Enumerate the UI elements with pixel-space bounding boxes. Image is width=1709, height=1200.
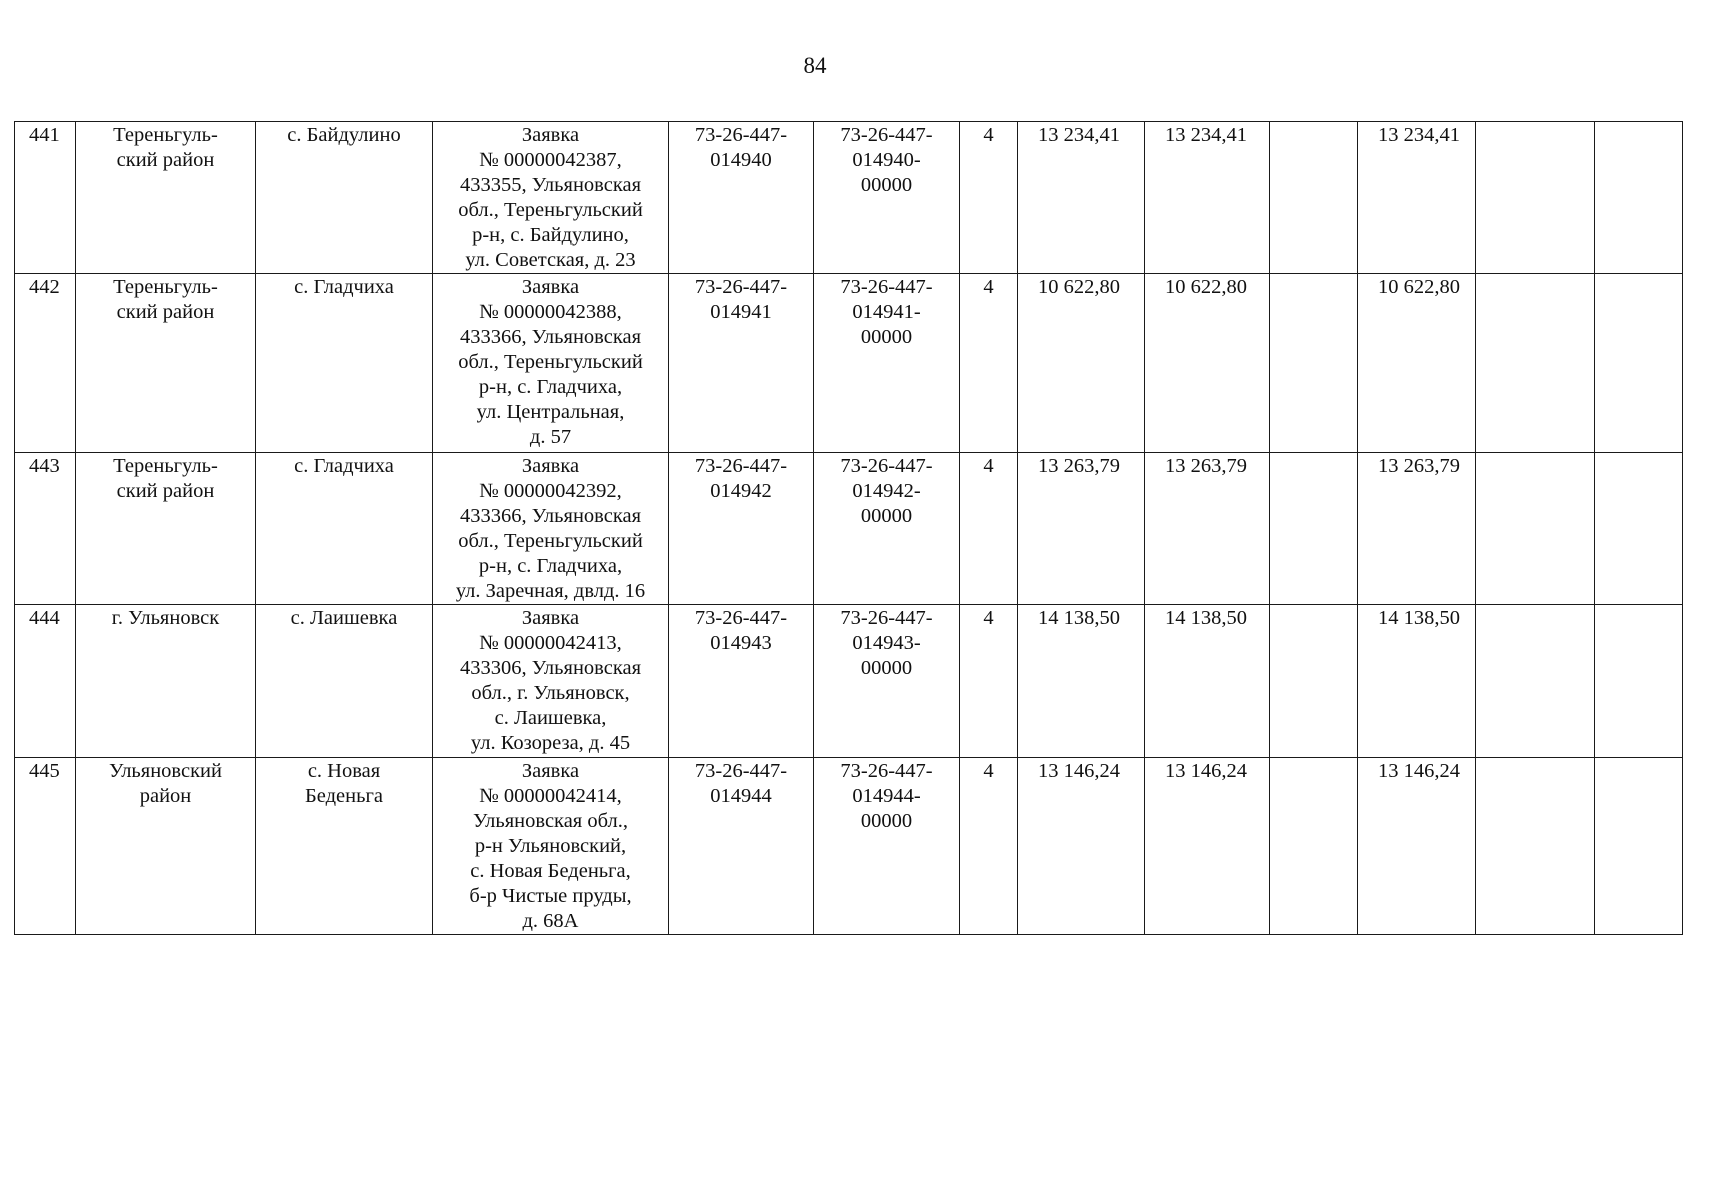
district-line: ский район: [116, 301, 215, 323]
locality-cell: [256, 122, 433, 274]
request-line: обл., Тереньгульский: [458, 351, 643, 373]
empty-cell: [1476, 605, 1595, 758]
locality-cell: [256, 453, 433, 605]
code2-cell: [814, 758, 960, 935]
empty-cell: [1476, 122, 1595, 274]
code1-line: 73-26-447-: [694, 760, 788, 782]
request-line: р-н Ульяновский,: [474, 835, 627, 857]
request-line: № 00000042413,: [479, 632, 622, 654]
amount3-cell: [1270, 758, 1358, 935]
district-line: район: [139, 785, 192, 807]
district-line: Тереньгуль-: [113, 124, 218, 146]
request-cell: [433, 605, 669, 758]
request-line: ул. Козореза, д. 45: [470, 732, 631, 754]
code1-line: 73-26-447-: [694, 276, 788, 298]
request-line: № 00000042388,: [479, 301, 622, 323]
code1-line: 014944: [710, 785, 772, 807]
request-line: 433306, Ульяновская: [459, 657, 642, 679]
district-cell: [76, 453, 256, 605]
district-line: Тереньгуль-: [113, 455, 218, 477]
district-line: г. Ульяновск: [111, 607, 220, 629]
amount1-cell: 10 622,80: [1018, 274, 1145, 453]
table-row: [15, 274, 1683, 453]
amount2-cell: 13 234,41: [1145, 122, 1270, 274]
count-cell: 4: [960, 122, 1018, 274]
amount2-cell: 14 138,50: [1145, 605, 1270, 758]
request-line: 433366, Ульяновская: [459, 505, 642, 527]
district-line: ский район: [116, 480, 215, 502]
code2-line: 00000: [860, 810, 913, 832]
row-number: 445: [15, 758, 76, 935]
amount1-cell: 14 138,50: [1018, 605, 1145, 758]
district-line: Тереньгуль-: [113, 276, 218, 298]
amount4-cell: 13 234,41: [1358, 122, 1476, 274]
request-cell: [433, 758, 669, 935]
empty-cell: [1476, 274, 1595, 453]
locality-line: с. Байдулино: [287, 124, 401, 146]
code1-cell: [669, 122, 814, 274]
code1-cell: [669, 605, 814, 758]
amount3-cell: [1270, 274, 1358, 453]
empty-cell: [1595, 453, 1683, 605]
code2-line: 73-26-447-: [840, 276, 933, 298]
code1-line: 014941: [710, 301, 772, 323]
code2-line: 00000: [860, 505, 913, 527]
request-line: Заявка: [521, 760, 580, 782]
locality-line: с. Гладчиха: [294, 276, 394, 298]
request-line: д. 68А: [522, 910, 579, 932]
code1-line: 73-26-447-: [694, 607, 788, 629]
table-row: [15, 605, 1683, 758]
locality-line: с. Гладчиха: [294, 455, 394, 477]
locality-line: с. Лаишевка: [290, 607, 398, 629]
amount4-cell: 13 146,24: [1358, 758, 1476, 935]
amount3-cell: [1270, 122, 1358, 274]
district-line: ский район: [116, 149, 215, 171]
request-line: с. Лаишевка,: [494, 707, 607, 729]
request-line: обл., Тереньгульский: [458, 530, 643, 552]
request-line: Заявка: [521, 455, 580, 477]
row-number: 441: [15, 122, 76, 274]
district-cell: [76, 758, 256, 935]
locality-cell: [256, 274, 433, 453]
request-line: Заявка: [521, 607, 580, 629]
district-cell: [76, 605, 256, 758]
amount1-cell: 13 263,79: [1018, 453, 1145, 605]
empty-cell: [1595, 122, 1683, 274]
request-line: Заявка: [521, 276, 580, 298]
count-cell: 4: [960, 274, 1018, 453]
code1-line: 014942: [710, 480, 772, 502]
empty-cell: [1595, 758, 1683, 935]
amount3-cell: [1270, 453, 1358, 605]
code2-line: 014942-: [852, 480, 921, 502]
code2-cell: [814, 274, 960, 453]
request-line: р-н, с. Гладчиха,: [478, 555, 623, 577]
code2-line: 00000: [860, 326, 913, 348]
code2-cell: [814, 453, 960, 605]
locality-cell: [256, 605, 433, 758]
code2-line: 73-26-447-: [840, 760, 933, 782]
empty-cell: [1595, 605, 1683, 758]
request-line: ул. Советская, д. 23: [465, 249, 636, 271]
code1-line: 73-26-447-: [694, 455, 788, 477]
code2-line: 73-26-447-: [840, 607, 933, 629]
request-cell: [433, 274, 669, 453]
code1-cell: [669, 758, 814, 935]
request-line: № 00000042387,: [479, 149, 622, 171]
table-row: [15, 122, 1683, 274]
request-line: Заявка: [521, 124, 580, 146]
locality-line: с. Новая: [307, 760, 381, 782]
amount2-cell: 10 622,80: [1145, 274, 1270, 453]
amount4-cell: 13 263,79: [1358, 453, 1476, 605]
amount4-cell: 14 138,50: [1358, 605, 1476, 758]
code2-line: 73-26-447-: [840, 455, 933, 477]
code1-line: 73-26-447-: [694, 124, 788, 146]
code2-cell: [814, 122, 960, 274]
request-line: р-н, с. Гладчиха,: [478, 376, 623, 398]
amount2-cell: 13 146,24: [1145, 758, 1270, 935]
request-line: с. Новая Беденьга,: [470, 860, 631, 882]
request-cell: [433, 122, 669, 274]
empty-cell: [1476, 758, 1595, 935]
request-line: ул. Центральная,: [476, 401, 625, 423]
code2-line: 73-26-447-: [840, 124, 933, 146]
locality-line: Беденьга: [305, 785, 383, 807]
locality-cell: [256, 758, 433, 935]
register-table: [14, 121, 1683, 935]
request-line: б-р Чистые пруды,: [469, 885, 632, 907]
row-number: 444: [15, 605, 76, 758]
request-line: р-н, с. Байдулино,: [472, 224, 629, 246]
district-cell: [76, 274, 256, 453]
row-number: 442: [15, 274, 76, 453]
code1-line: 014940: [710, 149, 772, 171]
code1-line: 014943: [710, 632, 772, 654]
table-row: [15, 758, 1683, 935]
request-line: 433366, Ульяновская: [459, 326, 642, 348]
amount4-cell: 10 622,80: [1358, 274, 1476, 453]
code2-line: 014943-: [852, 632, 921, 654]
request-line: Ульяновская обл.,: [472, 810, 629, 832]
code2-line: 014944-: [852, 785, 921, 807]
table-row: [15, 453, 1683, 605]
amount1-cell: 13 234,41: [1018, 122, 1145, 274]
amount3-cell: [1270, 605, 1358, 758]
code2-line: 014940-: [852, 149, 921, 171]
code2-line: 00000: [860, 174, 913, 196]
amount2-cell: 13 263,79: [1145, 453, 1270, 605]
code1-cell: [669, 453, 814, 605]
count-cell: 4: [960, 758, 1018, 935]
count-cell: 4: [960, 453, 1018, 605]
district-cell: [76, 122, 256, 274]
request-line: обл., г. Ульяновск,: [471, 682, 630, 704]
code1-cell: [669, 274, 814, 453]
code2-line: 014941-: [852, 301, 921, 323]
code2-line: 00000: [860, 657, 913, 679]
request-line: № 00000042392,: [479, 480, 622, 502]
request-cell: [433, 453, 669, 605]
amount1-cell: 13 146,24: [1018, 758, 1145, 935]
request-line: ул. Заречная, двлд. 16: [455, 580, 646, 602]
page-number: 84: [803, 53, 827, 78]
request-line: д. 57: [529, 426, 572, 448]
district-line: Ульяновский: [109, 760, 222, 782]
count-cell: 4: [960, 605, 1018, 758]
code2-cell: [814, 605, 960, 758]
request-line: обл., Тереньгульский: [458, 199, 643, 221]
request-line: № 00000042414,: [479, 785, 622, 807]
empty-cell: [1476, 453, 1595, 605]
row-number: 443: [15, 453, 76, 605]
request-line: 433355, Ульяновская: [459, 174, 642, 196]
empty-cell: [1595, 274, 1683, 453]
